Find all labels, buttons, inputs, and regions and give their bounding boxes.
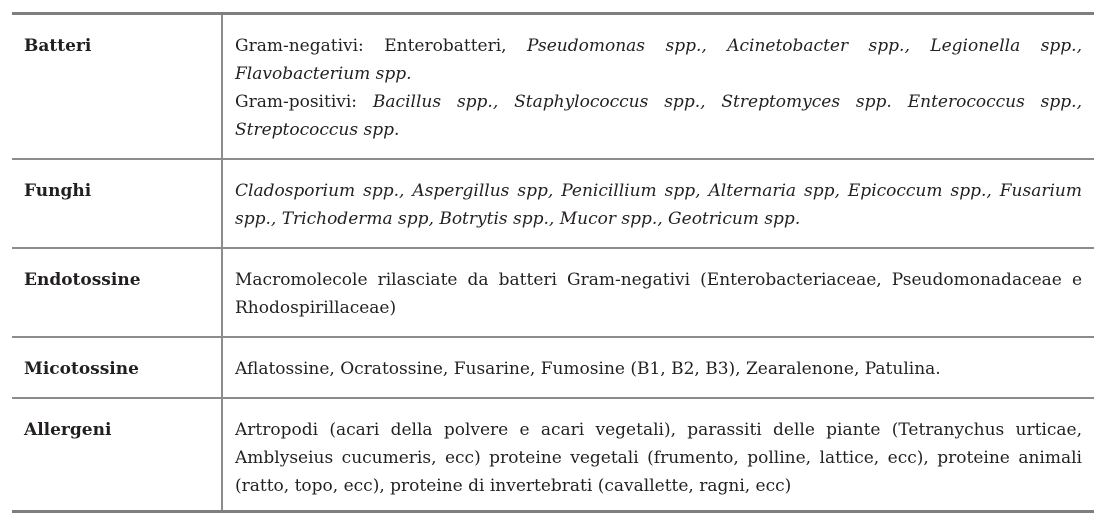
batteri-gram-negative-line bbox=[235, 32, 1082, 88]
row-label-allergeni: Allergeni bbox=[12, 398, 222, 512]
gram-negative-prefix: Gram-negativi: Enterobatteri, bbox=[235, 36, 528, 56]
table-row-allergeni bbox=[12, 398, 1094, 512]
table-row-endotossine bbox=[12, 248, 1094, 337]
gram-negative-species: Pseudomonas spp., Acinetobacter spp., Legionella spp., Flavobacterium spp. bbox=[235, 36, 1082, 84]
row-label-endotossine: Endotossine bbox=[12, 248, 222, 337]
batteri-gram-positive-line bbox=[235, 88, 1082, 144]
row-content-allergeni: Artropodi (acari della polvere e acari vegetali), parassiti delle piante (Tetranychus urticae, Amblyseius cucumeris, ecc) proteine vegetali (frumento, polline, lattice, ecc), proteine animali (ratto, topo, ecc), proteine di invertebrati (cavallette, ragni, ecc) bbox=[222, 398, 1094, 512]
row-label-funghi: Funghi bbox=[12, 159, 222, 248]
agents-table-container bbox=[12, 12, 1094, 513]
table-row-batteri bbox=[12, 14, 1094, 160]
row-content-funghi: Cladosporium spp., Aspergillus spp, Penicillium spp, Alternaria spp, Epicoccum spp., Fusarium spp., Trichoderma spp, Botrytis spp., Mucor spp., Geotricum spp. bbox=[222, 159, 1094, 248]
biological-agents-table bbox=[12, 12, 1094, 513]
row-label-micotossine: Micotossine bbox=[12, 337, 222, 398]
table-row-funghi bbox=[12, 159, 1094, 248]
row-content-endotossine: Macromolecole rilasciate da batteri Gram-negativi (Enterobacteriaceae, Pseudomonadaceae e Rhodospirillaceae) bbox=[222, 248, 1094, 337]
gram-positive-prefix: Gram-positivi: bbox=[235, 92, 373, 112]
gram-positive-species: Bacillus spp., Staphylococcus spp., Streptomyces spp. Enterococcus spp., Streptococcus spp. bbox=[235, 92, 1082, 140]
row-label-batteri: Batteri bbox=[12, 14, 222, 160]
row-content-micotossine: Aflatossine, Ocratossine, Fusarine, Fumosine (B1, B2, B3), Zearalenone, Patulina. bbox=[222, 337, 1094, 398]
row-content-batteri bbox=[222, 14, 1094, 160]
table-row-micotossine bbox=[12, 337, 1094, 398]
